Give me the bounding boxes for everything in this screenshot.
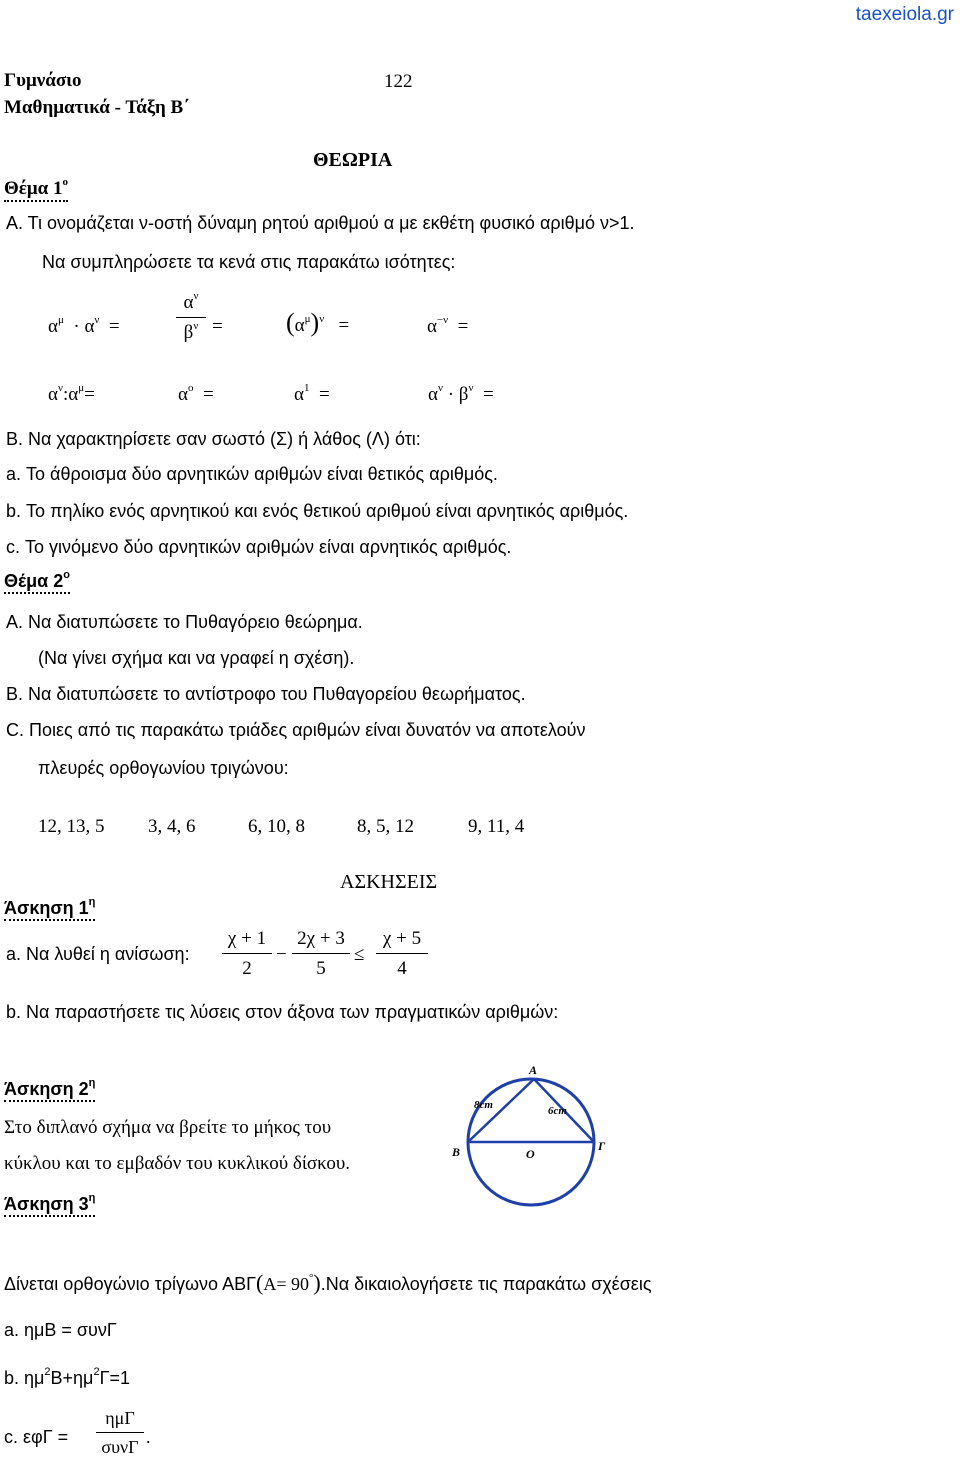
ex1-question-a: a. Να λυθεί η ανίσωση:	[6, 944, 190, 964]
triple-4: 8, 5, 12	[357, 816, 414, 837]
topic1-title: Θέμα $1^o$	[4, 178, 68, 200]
minus-sign: −	[276, 944, 287, 965]
ex3-title: Άσκηση $3^\eta$	[4, 1194, 95, 1215]
triple-2: 3, 4, 6	[148, 816, 196, 837]
topic2-question-b: Β. Να διατυπώσετε το αντίστροφο του Πυθαγορείου θεωρήματος.	[6, 684, 526, 704]
topic1-fill-prompt: Να συμπληρώσετε τα κενά στις παρακάτω ισότητες:	[42, 252, 456, 272]
formula-product-same-exp: $\alpha^\nu \cdot \beta^\nu$ =	[428, 382, 494, 405]
ex2-line-2: κύκλου και το εμβαδόν του κυκλικού δίσκου.	[4, 1153, 350, 1174]
exercises-heading: ΑΣΚΗΣΕΙΣ	[340, 871, 438, 893]
ex3-intro: Δίνεται ορθογώνιο τρίγωνο ΑΒΓ(Α= 90°).Να δικαιολογήσετε τις παρακάτω σχέσεις	[4, 1270, 652, 1295]
ex2-title: Άσκηση $2^\eta$	[4, 1079, 95, 1100]
course-label: Μαθηματικά - Τάξη Β΄	[4, 97, 190, 118]
formula-quotient: $\alpha^\nu$ $\beta^\nu$	[176, 292, 206, 344]
statement-c: c. Το γινόμενο δύο αρνητικών αριθμών είναι αρνητικός αριθμός.	[6, 537, 512, 557]
label-b: B	[452, 1145, 461, 1159]
triple-5: 9, 11, 4	[468, 816, 525, 837]
topic2-question-a: Α. Να διατυπώσετε το Πυθαγόρειο θεώρημα.	[6, 612, 363, 632]
inequality-fraction-2: 2χ + 3 5	[292, 928, 350, 980]
topic1-question-a: Α. Τι ονομάζεται ν-οστή δύναμη ρητού αριθμού α με εκθέτη φυσικό αριθμό ν>1.	[6, 213, 635, 233]
statement-b: b. Το πηλίκο ενός αρνητικού και ενός θετικού αριθμού είναι αρνητικός αριθμός.	[6, 501, 629, 521]
triple-3: 6, 10, 8	[248, 816, 305, 837]
topic2-question-c-cont: πλευρές ορθογωνίου τριγώνου:	[38, 758, 289, 778]
statement-a: a. Το άθροισμα δύο αρνητικών αριθμών είναι θετικός αριθμός.	[6, 464, 498, 484]
label-o: O	[526, 1147, 535, 1161]
page-number: 122	[384, 71, 413, 92]
school-label: Γυμνάσιο	[4, 70, 82, 91]
ex3-relation-b: b. $\eta\mu^2B+\eta\mu^2\Gamma=1$	[4, 1366, 130, 1388]
formula-division: $\alpha^\nu:\alpha^\mu=$	[48, 382, 95, 405]
formula-zero-power: $\alpha^o$ =	[178, 382, 214, 405]
label-side-6cm: 6cm	[548, 1105, 567, 1117]
topic1-question-b: Β. Να χαρακτηρίσετε σαν σωστό (Σ) ή λάθος (Λ) ότι:	[6, 429, 421, 449]
ex2-line-1: Στο διπλανό σχήμα να βρείτε το μήκος του	[4, 1117, 332, 1138]
topic2-question-a-note: (Να γίνει σχήμα και να γραφεί η σχέση).	[38, 648, 355, 668]
ex3-relation-a: a. ημB = συνΓ	[4, 1320, 117, 1340]
formula-negative-power: $\alpha^{-\nu}$ =	[427, 314, 469, 337]
theory-heading: ΘΕΩΡΙΑ	[313, 149, 393, 171]
ex3-fraction: ημΓ συνΓ	[96, 1408, 144, 1458]
site-link[interactable]: taexeiola.gr	[855, 4, 954, 25]
label-g: Γ	[598, 1139, 606, 1153]
ex1-title: Άσκηση $1^\eta$	[4, 898, 95, 919]
topic2-question-c: C. Ποιες από τις παρακάτω τριάδες αριθμών είναι δυνατόν να αποτελούν	[6, 720, 586, 740]
ex3-relation-c: c. εφΓ =	[4, 1427, 69, 1447]
ex1-question-b: b. Να παραστήσετε τις λύσεις στον άξονα των πραγματικών αριθμών:	[6, 1002, 559, 1022]
formula-product: $\alpha^\mu \cdot \alpha^\nu$ =	[48, 314, 120, 337]
ex3-period: .	[146, 1427, 151, 1447]
label-side-8cm: 8cm	[474, 1099, 493, 1111]
inequality-fraction-3: χ + 5 4	[376, 928, 428, 980]
formula-power-of-power: $(\alpha^\mu)^\nu$ =	[286, 308, 350, 337]
triple-1: 12, 13, 5	[38, 816, 105, 837]
leq-sign: ≤	[354, 944, 365, 965]
topic2-title: Θέμα $2^o$	[4, 571, 70, 592]
inequality-fraction-1: χ + 1 2	[222, 928, 272, 980]
label-a: A	[529, 1063, 538, 1077]
formula-first-power: $\alpha^1$ =	[294, 382, 330, 405]
formula-quotient-eq: =	[212, 316, 223, 337]
circle-triangle-figure	[434, 1060, 620, 1210]
